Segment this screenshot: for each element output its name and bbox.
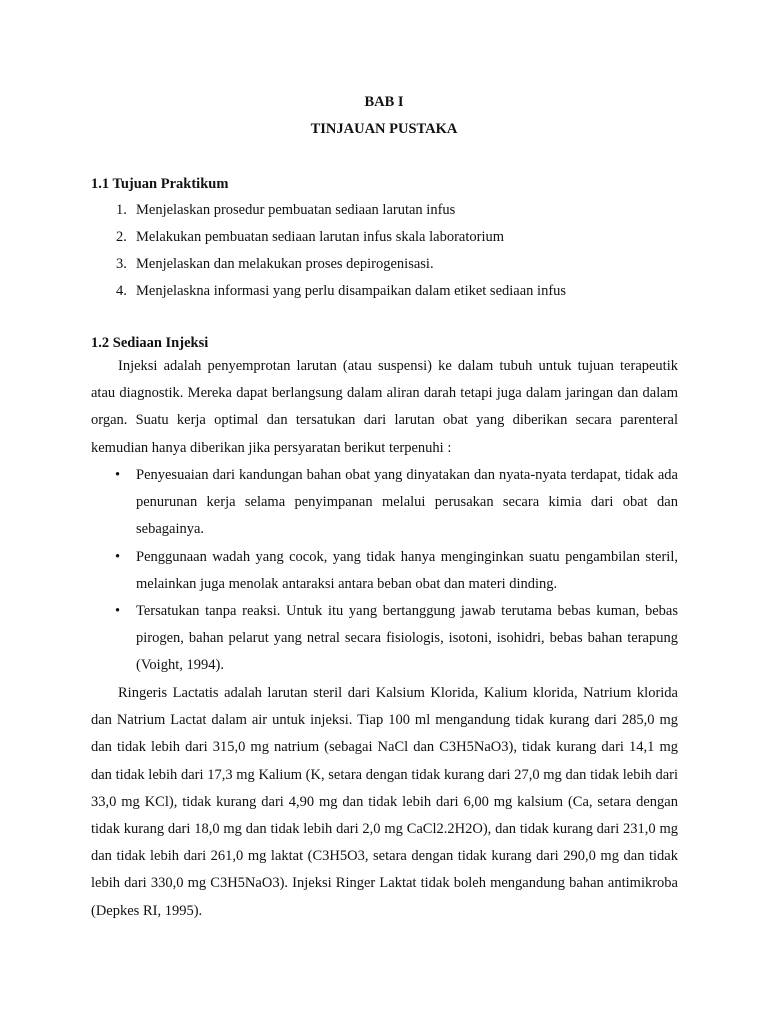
bullet-icon: • bbox=[115, 603, 121, 619]
list-item-text: Menjelaskna informasi yang perlu disampaikan dalam etiket sediaan infus bbox=[136, 283, 567, 299]
list-item bbox=[116, 201, 455, 219]
list-item-number: 1. bbox=[116, 202, 127, 218]
bullet-item bbox=[115, 544, 678, 598]
intro-paragraph: Injeksi adalah penyemprotan larutan (atau suspensi) ke dalam tubuh untuk tujuan terapeutik atau diagnostik. Mereka dapat berlangsung dalam aliran darah tetapi juga dalam jaringan dan dalam organ. Suatu kerja optimal dan tersatukan dari larutan obat yang diberikan secara parenteral kemudian hanya diberikan jika persyaratan berikut terpenuhi : bbox=[91, 358, 678, 456]
list-item-number: 2. bbox=[116, 229, 127, 245]
bullet-text: Tersatukan tanpa reaksi. Untuk itu yang bertanggung jawab terutama bebas kuman, bebas pirogen, bahan pelarut yang netral secara fisiologis, isotoni, isohidri, bebas bahan terapung (Voight, 1994). bbox=[136, 603, 678, 674]
bullet-icon: • bbox=[115, 467, 121, 483]
list-item bbox=[116, 228, 504, 246]
bullet-icon: • bbox=[115, 549, 121, 565]
bullet-text: Penyesuaian dari kandungan bahan obat yang dinyatakan dan nyata-nyata terdapat, tidak ada penurunan kerja selama penyimpanan melalui perusakan secara kimia dari obat dan sebagainya. bbox=[136, 467, 678, 538]
list-item-number: 3. bbox=[116, 256, 127, 272]
section-1-title: 1.1 Tujuan Praktikum bbox=[91, 176, 229, 192]
list-item-number: 4. bbox=[116, 283, 127, 299]
list-item-text: Menjelaskan dan melakukan proses depirogenisasi. bbox=[136, 256, 434, 272]
bullet-item bbox=[115, 598, 678, 680]
list-item bbox=[116, 255, 434, 273]
bullet-text: Penggunaan wadah yang cocok, yang tidak hanya menginginkan suatu pengambilan steril, melainkan juga menolak antaraksi antara beban obat dan materi dinding. bbox=[136, 549, 678, 593]
list-item bbox=[116, 282, 566, 300]
chapter-title: TINJAUAN PUSTAKA bbox=[310, 121, 458, 137]
chapter-number: BAB I bbox=[364, 94, 404, 110]
section-2-title: 1.2 Sediaan Injeksi bbox=[91, 335, 209, 351]
ringer-paragraph: Ringeris Lactatis adalah larutan steril dari Kalsium Klorida, Kalium klorida, Natrium klorida dan Natrium Lactat dalam air untuk injeksi. Tiap 100 ml mengandung tidak kurang dari 285,0 mg dan tidak lebih dari 315,0 mg natrium (sebagai NaCl dan C3H5NaO3), tidak kurang dari 14,1 mg dan tidak lebih dari 17,3 mg Kalium (K, setara dengan tidak kurang dari 27,0 mg dan tidak lebih dari 33,0 mg KCl), tidak kurang dari 4,90 mg dan tidak lebih dari 6,00 mg kalsium (Ca, setara dengan tidak kurang dari 18,0 mg dan tidak lebih dari 2,0 mg CaCl2.2H2O), dan tidak kurang dari 231,0 mg dan tidak lebih dari 261,0 mg laktat (C3H5O3, setara dengan tidak kurang dari 290,0 mg dan tidak lebih dari 330,0 mg C3H5NaO3). Injeksi Ringer Laktat tidak boleh mengandung bahan antimikroba (Depkes RI, 1995). bbox=[91, 685, 678, 919]
list-item-text: Menjelaskan prosedur pembuatan sediaan larutan infus bbox=[136, 202, 456, 218]
list-item-text: Melakukan pembuatan sediaan larutan infus skala laboratorium bbox=[136, 229, 505, 245]
bullet-item bbox=[115, 462, 678, 544]
